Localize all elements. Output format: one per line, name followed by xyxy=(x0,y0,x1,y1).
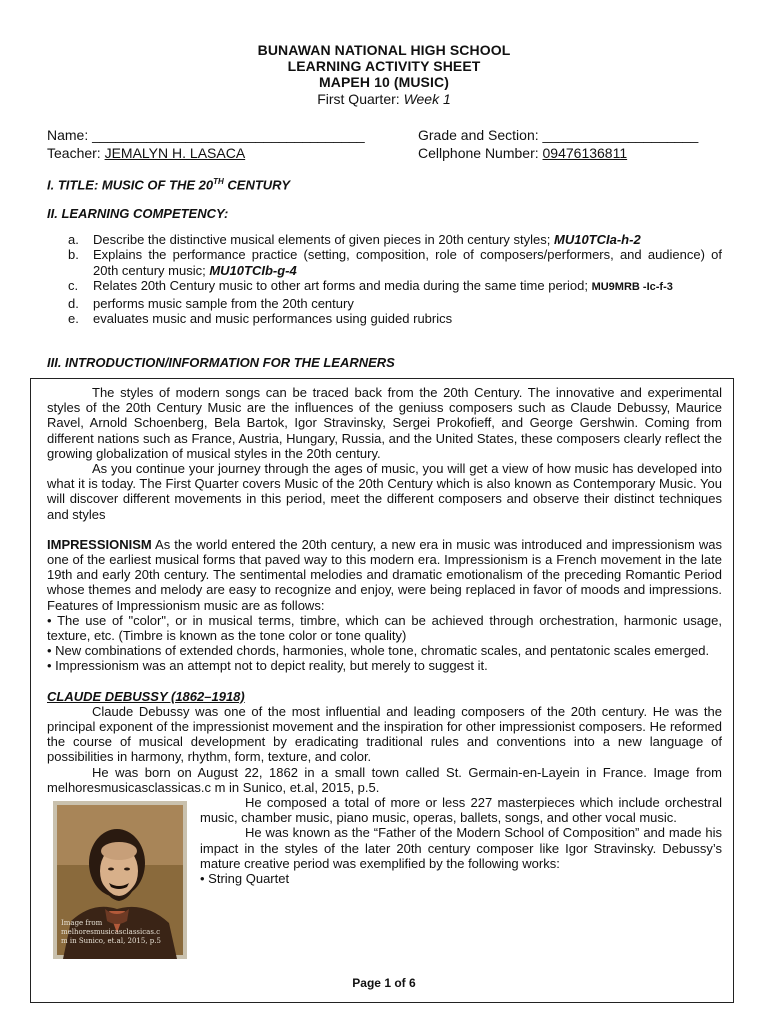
week-label: Week 1 xyxy=(403,91,451,107)
subject-title: MAPEH 10 (MUSIC) xyxy=(319,74,449,90)
competency-letter: e. xyxy=(68,311,79,327)
page-word: Page xyxy=(352,976,385,990)
page-footer xyxy=(0,976,768,990)
portrait-credit-line: Image from xyxy=(61,919,103,928)
title-heading-sup: TH xyxy=(213,177,224,186)
portrait-credit xyxy=(61,919,161,946)
debussy-paragraph: He composed a total of more or less 227 masterpieces which include orchestral music, chamber music, piano music, operas, ballets, songs, and other vocal music. xyxy=(200,795,722,826)
page-total: 6 xyxy=(409,976,416,990)
competency-heading: II. LEARNING COMPETENCY: xyxy=(47,206,229,221)
introduction-body xyxy=(47,385,722,959)
grade-section-blank: ____________________ xyxy=(542,127,699,143)
competency-text: performs music sample from the 20th century xyxy=(93,295,354,311)
quarter-label: First Quarter: xyxy=(317,91,400,107)
competency-text: Describe the distinctive musical elements of given pieces in 20th century styles; xyxy=(93,232,554,247)
competency-list xyxy=(68,232,722,326)
debussy-paragraph: He was born on August 22, 1862 in a small town called St. Germain-en-Layein in France. Image from melhoresmusicasclassicas.c m in Sunico, et.al, 2015, p.5. xyxy=(47,764,722,795)
competency-letter: a. xyxy=(68,232,79,247)
teacher-field xyxy=(47,145,245,161)
competency-code: MU10TCIa-h-2 xyxy=(554,232,641,247)
competency-text: evaluates music and music performances using guided rubrics xyxy=(93,311,453,327)
name-field xyxy=(47,127,365,143)
title-heading xyxy=(47,177,290,192)
competency-text: Explains the performance practice (setting, composition, role of composers/performers, and audience) of 20th century music; xyxy=(93,247,722,278)
debussy-paragraph: Claude Debussy was one of the most influential and leading composers of the 20th century. He was the principal exponent of the impressionist movement and the inspiration for other impressionist composers. He reformed the course of musical development by eradicating traditional rules and conventions into a new language of possibilities in harmony, rhythm, form, texture, and color. xyxy=(47,703,722,765)
works-bullet: • String Quartet xyxy=(200,871,290,887)
title-heading-suffix: CENTURY xyxy=(223,177,291,193)
sheet-header xyxy=(0,42,768,109)
impressionism-text: As the world entered the 20th century, a new era in music was introduced and impressionism was one of the earliest musical forms that paved way to this modern era. Impressionism is a French movement in the late 19th and early 20th century. The sentimental melodies and dramatic emotionalism of the preceding Romantic Period whose themes and melody are easy to recognize and enjoy, were being replaced in favor of moods and impressions. Features of Impressionism music are as follows: xyxy=(47,536,722,613)
competency-item xyxy=(68,311,722,326)
competency-code: MU10TCIb-g-4 xyxy=(209,262,297,278)
quarter-line xyxy=(0,90,768,109)
intro-paragraph: The styles of modern songs can be traced back from the 20th Century. The innovative and experimental styles of the 20th Century Music are the influences of the geniuss composers such as Claude Debussy, Maurice Ravel, Arnold Schoenberg, Bela Bartok, Igor Stravinsky, Sergei Prokofieff, and George Gershwin. Coming from different nations such as France, Austria, Hungary, Russia, and the United States, these composers clearly reflect the growing globalization of musical styles in the 20th century. xyxy=(47,385,722,461)
introduction-heading: III. INTRODUCTION/INFORMATION FOR THE LEARNERS xyxy=(47,355,395,370)
grade-section-label: Grade and Section: xyxy=(418,127,539,143)
competency-item xyxy=(68,278,722,295)
competency-item xyxy=(68,232,722,247)
competency-letter: b. xyxy=(68,247,79,263)
teacher-name: JEMALYN H. LASACA xyxy=(104,145,246,161)
page-number: 1 xyxy=(384,976,391,990)
debussy-heading: CLAUDE DEBUSSY (1862–1918) xyxy=(47,688,245,704)
impressionism-bullet: • Impressionism was an attempt not to depict reality, but merely to suggest it. xyxy=(47,658,488,674)
portrait-credit-line: m in Sunico, et.al, 2015, p.5 xyxy=(61,937,161,946)
competency-letter: c. xyxy=(68,278,79,294)
competency-text: Relates 20th Century music to other art forms and media during the same time period; xyxy=(93,278,592,294)
teacher-label: Teacher: xyxy=(47,145,101,161)
introduction-box xyxy=(30,378,734,1003)
debussy-portrait xyxy=(53,801,187,959)
name-blank: ___________________________________ xyxy=(92,127,365,143)
competency-code: MU9MRB -Ic-f-3 xyxy=(591,281,673,294)
cellphone-label: Cellphone Number: xyxy=(418,145,539,161)
sheet-title: LEARNING ACTIVITY SHEET xyxy=(287,58,481,74)
cellphone-field xyxy=(418,145,627,161)
debussy-paragraph: He was known as the “Father of the Modern School of Composition” and made his impact in the styles of the later 20th century composer like Igor Stravinsky. Debussy’s mature creative period was exemplified by the following works: xyxy=(200,825,722,871)
name-label: Name: xyxy=(47,127,89,143)
school-name: BUNAWAN NATIONAL HIGH SCHOOL xyxy=(257,42,511,58)
of-word: of xyxy=(391,976,409,990)
impressionism-title: IMPRESSIONISM xyxy=(47,536,152,552)
cellphone-number: 09476136811 xyxy=(542,145,628,161)
impressionism-bullet: • The use of "color", or in musical terms, timbre, which can be achieved through orchestration, harmonic usage, texture, etc. (Timbre is known as the tone color or tone quality) xyxy=(47,612,722,644)
portrait-credit-line: melhoresmusicasclassicas.c xyxy=(61,928,161,937)
grade-section-field xyxy=(418,127,698,143)
competency-item xyxy=(68,296,722,311)
impressionism-bullet: • New combinations of extended chords, harmonies, whole tone, chromatic scales, and pentatonic scales emerged. xyxy=(47,643,710,659)
impressionism-paragraph xyxy=(47,537,722,613)
competency-item xyxy=(68,247,722,278)
intro-paragraph: As you continue your journey through the ages of music, you will get a view of how music has developed into what it is today. The First Quarter covers Music of the 20th Century which is also known as Contemporary Music. You will discover different movements in this period, meet the different composers and observe their distinct techniques and styles xyxy=(47,461,722,522)
competency-letter: d. xyxy=(68,295,79,311)
title-heading-text: I. TITLE: MUSIC OF THE 20 xyxy=(47,177,214,193)
